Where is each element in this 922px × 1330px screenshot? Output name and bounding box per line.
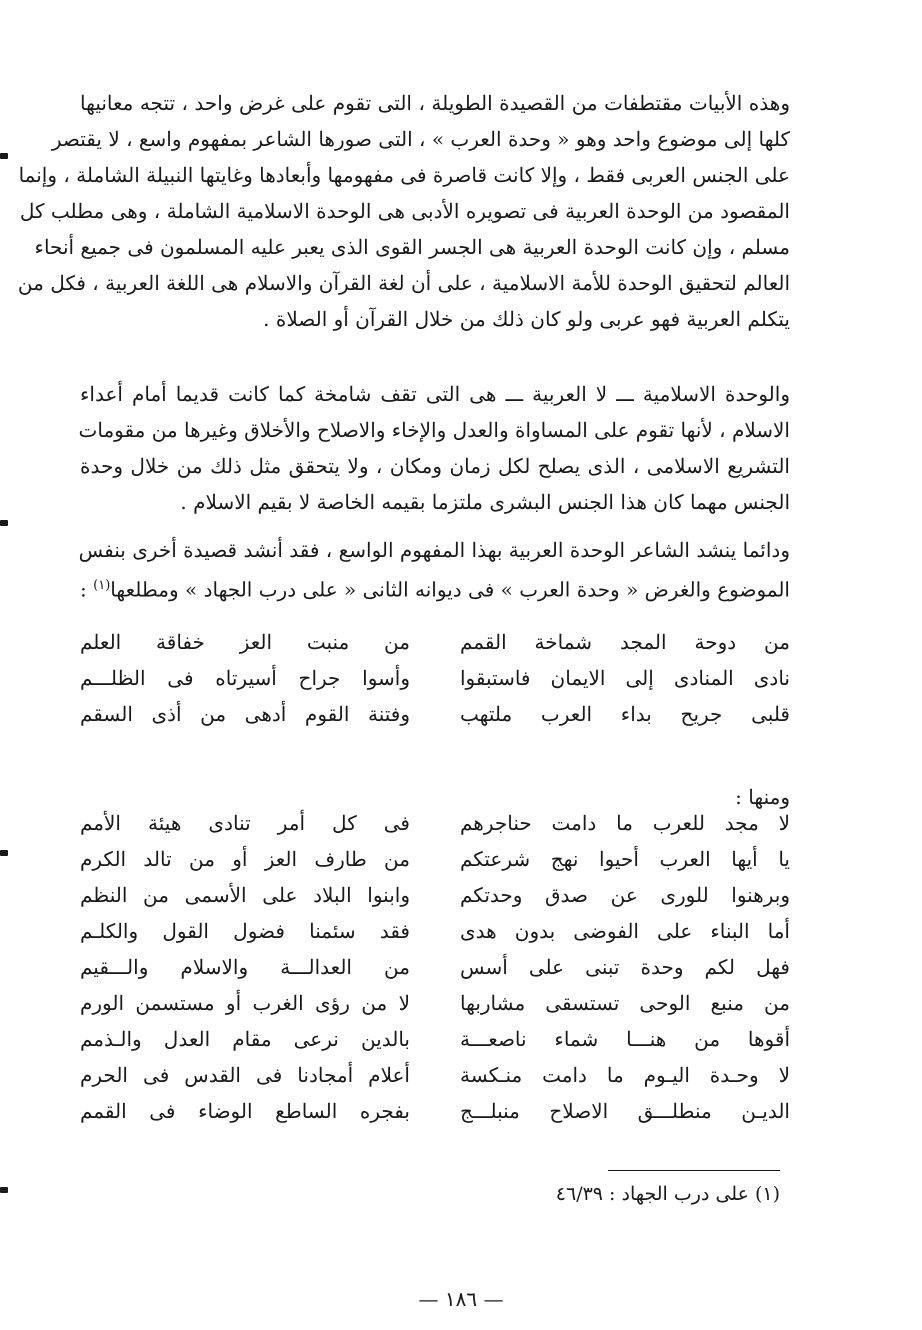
verse-second-hemistich: وابنوا البلاد على الأسمى من النظم — [80, 883, 410, 907]
verse-second-hemistich: من طارف العز أو من تالد الكرم — [80, 847, 410, 871]
paragraph-line: مسلم ، وإن كانت الوحدة العربية هى الجسر القوى الذى يعبر عليه المسلمون فى جميع أنحاء — [34, 235, 790, 259]
binding-mark — [0, 520, 8, 526]
footnote-reference: (١) — [93, 578, 111, 593]
verse-first-hemistich: أما البناء على الفوضى بدون هدى — [460, 919, 790, 943]
verse-second-hemistich: وأسوا جراح أسيرتاه فى الظلـــم — [80, 666, 410, 690]
verse-first-hemistich: وبرهنوا للورى عن صدق وحدتكم — [460, 883, 790, 907]
binding-mark — [0, 850, 8, 856]
verse-first-hemistich: نادى المنادى إلى الايمان فاستبقوا — [460, 666, 790, 690]
verse-second-hemistich: فى كل أمر تنادى هيئة الأمم — [80, 811, 410, 835]
footnote: (١) على درب الجهاد : ٤٦/٣٩ — [555, 1183, 780, 1205]
paragraph-text: الموضوع والغرض « وحدة العرب » فى ديوانه الثانى « على درب الجهاد » ومطلعها — [110, 577, 790, 602]
verse-line — [80, 949, 790, 985]
verse-line — [80, 660, 790, 696]
verse-second-hemistich: لا من رؤى الغرب أو مستسمن الورم — [80, 991, 410, 1015]
verse-second-hemistich: وفتنة القوم أدهى من أذى السقم — [80, 702, 410, 726]
paragraph-line: الاسلام ، لأنها تقوم على المساواة والعدل والإخاء والاصلاح والأخلاق وغيرها من مقومات — [78, 418, 790, 442]
page-number: — ١٨٦ — — [418, 1287, 504, 1311]
poem-excerpt-1 — [80, 624, 790, 732]
binding-mark — [0, 153, 8, 159]
verse-first-hemistich: أقوها من هنـــا شماء ناصعـــة — [460, 1027, 790, 1051]
paragraph-line: على الجنس العربى فقط ، وإلا كانت قاصرة فى مفهومها وأبعادها وغايتها النبيلة الشاملة ، وإنما — [18, 163, 790, 187]
verse-line — [80, 913, 790, 949]
verse-line — [80, 877, 790, 913]
verse-first-hemistich: فهل لكم وحدة تبنى على أسس — [460, 955, 790, 979]
binding-mark — [0, 1187, 8, 1193]
verse-line — [80, 624, 790, 660]
verse-first-hemistich: الديـن منطلـــق الاصلاح منبلـــج — [460, 1099, 790, 1123]
verse-line — [80, 841, 790, 877]
paragraph-1 — [17, 85, 790, 337]
paragraph-line: ودائما ينشد الشاعر الوحدة العربية بهذا المفهوم الواسع ، فقد أنشد قصيدة أخرى بنفس — [78, 538, 790, 562]
paragraph-3 — [80, 532, 790, 604]
verse-second-hemistich: بالدين نرعى مقام العدل والـذمم — [80, 1027, 410, 1051]
verse-second-hemistich: فقد سئمنا فضول القول والكلـم — [80, 919, 410, 943]
paragraph-line: كلها إلى موضوع واحد وهو « وحدة العرب » ، التى صورها الشاعر بمفهوم واسع ، لا يقتصر — [51, 127, 790, 151]
verse-first-hemistich: قلبى جريح بداء العرب ملتهب — [460, 702, 790, 726]
verse-line — [80, 1021, 790, 1057]
paragraph-2 — [80, 376, 790, 520]
paragraph-text: : — [80, 577, 94, 602]
paragraph-line: المقصود من الوحدة العربية فى تصويره الأدبى هى الوحدة الاسلامية الشاملة ، وهى مطلب كل — [19, 199, 790, 223]
paragraph-line: والوحدة الاسلامية ـــ لا العربية ـــ هى التى تقف شامخة كما كانت قديما أمام أعداء — [80, 382, 790, 406]
verse-line — [80, 696, 790, 732]
verse-line — [80, 1093, 790, 1129]
verse-second-hemistich: بفجره الساطع الوضاء فى القمم — [80, 1099, 410, 1123]
verse-line — [80, 1057, 790, 1093]
paragraph-line: التشريع الاسلامى ، الذى يصلح لكل زمان ومكان ، ولا يتحقق مثل ذلك من خلال وحدة — [80, 454, 790, 478]
paragraph-line: الجنس مهما كان هذا الجنس البشرى ملتزما بقيمه الخاصة لا بقيم الاسلام . — [180, 490, 790, 514]
verse-second-hemistich: أعلام أمجادنا فى القدس فى الحرم — [80, 1063, 410, 1087]
paragraph-line — [80, 568, 790, 604]
verse-second-hemistich: من العدالـــة والاسلام والـــقيم — [80, 955, 410, 979]
verse-line — [80, 985, 790, 1021]
verse-line — [80, 805, 790, 841]
verse-first-hemistich: من دوحة المجد شماخة القمم — [460, 630, 790, 654]
paragraph-line: يتكلم العربية فهو عربى ولو كان ذلك من خلال القرآن أو الصلاة . — [263, 307, 790, 331]
section-label: ومنها : — [735, 785, 790, 809]
verse-first-hemistich: من منبع الوحى تستسقى مشاربها — [460, 991, 790, 1015]
verse-first-hemistich: لا وحـدة اليـوم ما دامت منـكسة — [460, 1063, 790, 1087]
verse-first-hemistich: يا أيها العرب أحيوا نهج شرعتكم — [460, 847, 790, 871]
verse-second-hemistich: من منبت العز خفاقة العلم — [80, 630, 410, 654]
poem-excerpt-2 — [80, 805, 790, 1129]
paragraph-line: العالم لتحقيق الوحدة للأمة الاسلامية ، على أن لغة القرآن والاسلام هى اللغة العربية ، فكل من — [17, 271, 790, 295]
paragraph-line: وهذه الأبيات مقتطفات من القصيدة الطويلة ، التى تقوم على غرض واحد ، تتجه معانيها — [80, 91, 790, 115]
footnote-divider — [608, 1170, 780, 1171]
verse-first-hemistich: لا مجد للعرب ما دامت حناجرهم — [460, 811, 790, 835]
